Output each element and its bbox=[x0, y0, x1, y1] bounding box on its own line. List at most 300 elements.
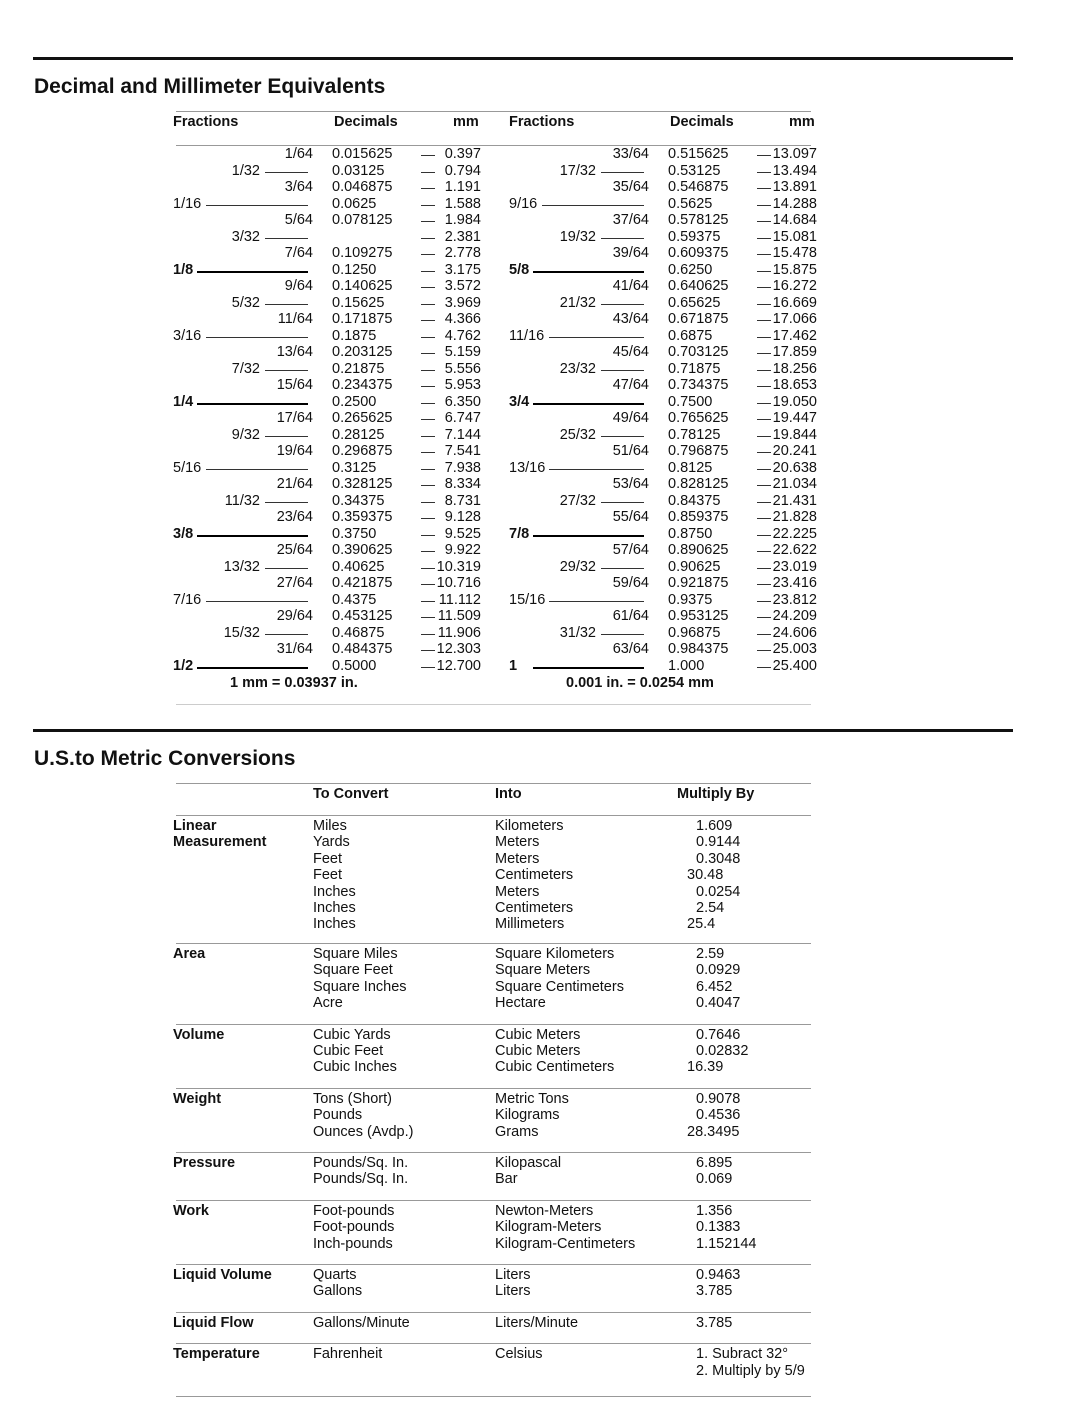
table-row bbox=[173, 542, 483, 559]
leader-line bbox=[757, 535, 771, 536]
multiply-by-value: 2. Multiply by 5/9 bbox=[696, 1362, 805, 1379]
header-multiply-by: Multiply By bbox=[677, 786, 755, 802]
leader-line bbox=[757, 551, 771, 552]
leader-line bbox=[542, 205, 644, 206]
into-unit: Hectare bbox=[495, 995, 546, 1012]
section-divider bbox=[33, 729, 1013, 732]
millimeters: 5.953 bbox=[444, 377, 481, 393]
decimal: 0.171875 bbox=[332, 311, 393, 327]
leader-line bbox=[421, 287, 435, 288]
divider bbox=[176, 1088, 811, 1089]
decimal: 0.453125 bbox=[332, 608, 393, 624]
into-unit: Meters bbox=[495, 834, 540, 851]
divider bbox=[176, 1343, 811, 1344]
fraction: 5/8 bbox=[509, 261, 530, 278]
leader-line bbox=[206, 337, 308, 338]
to-convert-unit: Quarts bbox=[313, 1267, 357, 1283]
to-convert-unit: Foot-pounds bbox=[313, 1219, 395, 1236]
group-label: Weight bbox=[173, 1090, 222, 1107]
decimal: 0.015625 bbox=[332, 146, 393, 162]
decimal: 0.5625 bbox=[668, 195, 713, 212]
leader-line bbox=[421, 469, 435, 470]
millimeters: 14.684 bbox=[772, 212, 817, 228]
decimal: 0.890625 bbox=[668, 542, 729, 558]
decimal: 0.734375 bbox=[668, 377, 729, 393]
fraction: 45/64 bbox=[612, 344, 649, 360]
leader-line bbox=[533, 271, 644, 273]
decimal: 0.90625 bbox=[668, 558, 721, 575]
leader-line bbox=[421, 188, 435, 189]
decimal: 0.671875 bbox=[668, 311, 729, 327]
leader-line bbox=[757, 502, 771, 503]
leader-line bbox=[421, 634, 435, 635]
fraction: 39/64 bbox=[612, 245, 649, 261]
decimal: 0.109275 bbox=[332, 245, 393, 261]
table-row bbox=[509, 212, 819, 229]
leader-line bbox=[421, 551, 435, 552]
fraction: 23/32 bbox=[559, 360, 596, 377]
fraction: 13/64 bbox=[276, 344, 313, 360]
table-row bbox=[509, 493, 819, 510]
leader-line bbox=[757, 436, 771, 437]
fraction: 17/64 bbox=[276, 410, 313, 426]
decimal: 0.34375 bbox=[332, 492, 385, 509]
decimal: 0.703125 bbox=[668, 344, 729, 360]
fraction: 5/64 bbox=[284, 212, 313, 228]
multiply-by-value: 16.39 bbox=[687, 1059, 724, 1076]
leader-line bbox=[421, 667, 435, 668]
fraction: 59/64 bbox=[612, 575, 649, 591]
group-label: Temperature bbox=[173, 1346, 260, 1363]
leader-line bbox=[265, 238, 308, 239]
table-row bbox=[173, 559, 483, 576]
fraction: 15/64 bbox=[276, 377, 313, 393]
leader-line bbox=[421, 271, 435, 272]
fraction: 11/16 bbox=[509, 327, 545, 344]
leader-line bbox=[757, 238, 771, 239]
leader-line bbox=[601, 172, 644, 173]
leader-line bbox=[757, 172, 771, 173]
fraction: 13/16 bbox=[509, 459, 546, 476]
into-unit: Kilograms bbox=[495, 1107, 560, 1124]
leader-line bbox=[265, 634, 308, 635]
decimal: 0.1250 bbox=[332, 261, 377, 278]
decimal: 0.265625 bbox=[332, 410, 393, 426]
into-unit: Kilopascal bbox=[495, 1155, 562, 1171]
to-convert-unit: Tons (Short) bbox=[313, 1090, 392, 1107]
fraction: 7/8 bbox=[509, 525, 530, 542]
table-row bbox=[509, 146, 819, 163]
multiply-by-value: 0.9463 bbox=[696, 1267, 741, 1283]
fraction: 25/64 bbox=[276, 542, 313, 558]
table-row bbox=[173, 311, 483, 328]
multiply-by-value: 2.54 bbox=[696, 900, 725, 916]
millimeters: 5.556 bbox=[444, 360, 481, 377]
group-label: Liquid Volume bbox=[173, 1267, 272, 1283]
millimeters: 21.034 bbox=[772, 476, 817, 492]
table-row bbox=[173, 245, 483, 262]
conversion-section-title: U.S.to Metric Conversions bbox=[34, 747, 296, 770]
to-convert-unit: Inches bbox=[313, 883, 356, 900]
millimeters: 22.622 bbox=[772, 542, 817, 558]
to-convert-unit: Pounds/Sq. In. bbox=[313, 1171, 409, 1188]
leader-line bbox=[421, 436, 435, 437]
decimal: 0.609375 bbox=[668, 245, 729, 261]
into-unit: Liters bbox=[495, 1283, 531, 1300]
decimal: 0.7500 bbox=[668, 393, 713, 410]
leader-line bbox=[265, 304, 308, 305]
millimeters: 11.112 bbox=[438, 591, 481, 608]
leader-line bbox=[757, 584, 771, 585]
decimal: 1.000 bbox=[668, 657, 705, 674]
table-row bbox=[509, 163, 819, 180]
header-fractions: Fractions bbox=[509, 114, 575, 130]
to-convert-unit: Inches bbox=[313, 900, 356, 916]
fraction: 37/64 bbox=[612, 212, 649, 228]
table-row bbox=[509, 575, 819, 592]
decimal: 0.40625 bbox=[332, 558, 385, 575]
to-convert-unit: Fahrenheit bbox=[313, 1346, 383, 1363]
multiply-by-value: 3.785 bbox=[696, 1314, 733, 1331]
table-row bbox=[173, 179, 483, 196]
table-row bbox=[173, 658, 483, 675]
millimeters: 6.350 bbox=[444, 393, 481, 410]
to-convert-unit: Cubic Yards bbox=[313, 1026, 391, 1043]
millimeters: 9.525 bbox=[444, 525, 481, 542]
into-unit: Celsius bbox=[495, 1346, 543, 1363]
multiply-by-value: 25.4 bbox=[687, 916, 716, 933]
millimeters: 15.875 bbox=[772, 261, 817, 278]
divider bbox=[176, 1024, 811, 1025]
into-unit: Grams bbox=[495, 1123, 539, 1140]
table-row bbox=[173, 443, 483, 460]
millimeters: 0.397 bbox=[444, 146, 481, 162]
table-row bbox=[509, 344, 819, 361]
decimal: 0.3750 bbox=[332, 525, 377, 542]
fraction: 33/64 bbox=[612, 146, 649, 162]
decimal: 0.140625 bbox=[332, 278, 393, 294]
decimal: 0.921875 bbox=[668, 575, 729, 591]
leader-line bbox=[421, 568, 435, 569]
table-row bbox=[509, 328, 819, 345]
group-label: Linear Measurement bbox=[173, 818, 267, 851]
decimal: 0.4375 bbox=[332, 591, 377, 608]
millimeters: 16.272 bbox=[772, 278, 817, 294]
decimal: 0.390625 bbox=[332, 542, 393, 558]
millimeters: 15.081 bbox=[772, 228, 817, 245]
decimal: 0.296875 bbox=[332, 443, 393, 459]
to-convert-unit: Gallons/Minute bbox=[313, 1314, 410, 1331]
header-fractions: Fractions bbox=[173, 114, 239, 130]
fraction: 5/32 bbox=[231, 294, 260, 311]
millimeters: 18.256 bbox=[772, 360, 817, 377]
fraction: 47/64 bbox=[612, 377, 649, 393]
leader-line bbox=[421, 617, 435, 618]
millimeters: 12.700 bbox=[436, 657, 481, 674]
decimal: 0.0625 bbox=[332, 195, 377, 212]
millimeters: 11.509 bbox=[437, 608, 481, 624]
millimeters: 23.019 bbox=[772, 558, 817, 575]
millimeters: 7.938 bbox=[444, 459, 481, 476]
fraction: 53/64 bbox=[612, 476, 649, 492]
multiply-by-value: 6.452 bbox=[696, 978, 733, 995]
decimal: 0.78125 bbox=[668, 426, 721, 443]
fraction: 1/64 bbox=[284, 146, 313, 162]
group-label: Area bbox=[173, 946, 206, 962]
leader-line bbox=[601, 304, 644, 305]
millimeters: 12.303 bbox=[436, 641, 481, 657]
table-row bbox=[509, 559, 819, 576]
leader-line bbox=[421, 403, 435, 404]
leader-line bbox=[757, 650, 771, 651]
fraction: 21/32 bbox=[559, 294, 596, 311]
to-convert-unit: Square Inches bbox=[313, 978, 407, 995]
table-row bbox=[173, 295, 483, 312]
decimal: 0.546875 bbox=[668, 179, 729, 195]
fraction: 1/16 bbox=[173, 195, 202, 212]
leader-line bbox=[533, 667, 644, 669]
to-convert-unit: Yards bbox=[313, 834, 350, 851]
millimeters: 20.638 bbox=[772, 459, 817, 476]
leader-line bbox=[601, 370, 644, 371]
table-row bbox=[509, 592, 819, 609]
leader-line bbox=[421, 535, 435, 536]
right-footer-note: 0.001 in. = 0.0254 mm bbox=[566, 675, 714, 691]
table-row bbox=[509, 460, 819, 477]
decimal: 0.1875 bbox=[332, 327, 377, 344]
into-unit: Square Kilometers bbox=[495, 946, 615, 962]
leader-line bbox=[421, 502, 435, 503]
table-row bbox=[173, 410, 483, 427]
leader-line bbox=[757, 155, 771, 156]
leader-line bbox=[757, 568, 771, 569]
fraction: 57/64 bbox=[612, 542, 649, 558]
decimal: 0.640625 bbox=[668, 278, 729, 294]
into-unit: Kilogram-Centimeters bbox=[495, 1235, 636, 1252]
fraction: 3/64 bbox=[284, 179, 313, 195]
table-row bbox=[173, 493, 483, 510]
decimal: 0.3125 bbox=[332, 459, 377, 476]
fraction: 3/16 bbox=[173, 327, 202, 344]
leader-line bbox=[533, 535, 644, 537]
leader-line bbox=[549, 601, 644, 602]
millimeters: 23.416 bbox=[772, 575, 817, 591]
header-decimals: Decimals bbox=[670, 114, 734, 130]
table-row bbox=[173, 509, 483, 526]
table-row bbox=[173, 344, 483, 361]
table-row bbox=[509, 625, 819, 642]
millimeters: 20.241 bbox=[772, 443, 817, 459]
leader-line bbox=[757, 188, 771, 189]
millimeters: 9.922 bbox=[444, 542, 481, 558]
table-row bbox=[173, 196, 483, 213]
decimal: 0.484375 bbox=[332, 641, 393, 657]
table-row bbox=[509, 394, 819, 411]
table-row bbox=[509, 476, 819, 493]
into-unit: Cubic Meters bbox=[495, 1026, 581, 1043]
leader-line bbox=[421, 601, 435, 602]
group-label: Work bbox=[173, 1202, 209, 1219]
decimal: 0.21875 bbox=[332, 360, 385, 377]
fraction: 27/64 bbox=[276, 575, 313, 591]
leader-line bbox=[265, 502, 308, 503]
to-convert-unit: Cubic Inches bbox=[313, 1059, 397, 1076]
leader-line bbox=[197, 667, 308, 669]
divider bbox=[176, 1152, 811, 1153]
into-unit: Centimeters bbox=[495, 900, 574, 916]
decimal: 0.765625 bbox=[668, 410, 729, 426]
millimeters: 6.747 bbox=[444, 410, 481, 426]
decimal: 0.96875 bbox=[668, 624, 721, 641]
leader-line bbox=[757, 386, 771, 387]
multiply-by-value: 0.4047 bbox=[696, 995, 741, 1012]
table-row bbox=[173, 262, 483, 279]
header-decimals: Decimals bbox=[334, 114, 398, 130]
decimal: 0.359375 bbox=[332, 509, 393, 525]
leader-line bbox=[757, 403, 771, 404]
decimal: 0.828125 bbox=[668, 476, 729, 492]
millimeters: 1.588 bbox=[444, 195, 481, 212]
multiply-by-value: 0.9144 bbox=[696, 834, 741, 851]
leader-line bbox=[757, 452, 771, 453]
millimeters: 3.175 bbox=[444, 261, 481, 278]
into-unit: Kilogram-Meters bbox=[495, 1219, 602, 1236]
leader-line bbox=[601, 634, 644, 635]
multiply-by-value: 1.356 bbox=[696, 1202, 733, 1219]
leader-line bbox=[757, 287, 771, 288]
divider bbox=[176, 943, 811, 944]
to-convert-unit: Feet bbox=[313, 850, 343, 867]
fraction: 7/16 bbox=[173, 591, 202, 608]
decimal: 0.421875 bbox=[332, 575, 393, 591]
divider bbox=[176, 783, 811, 784]
leader-line bbox=[757, 221, 771, 222]
fraction: 25/32 bbox=[559, 426, 596, 443]
leader-line bbox=[197, 271, 308, 273]
leader-line bbox=[421, 650, 435, 651]
leader-line bbox=[421, 584, 435, 585]
table-row bbox=[509, 229, 819, 246]
leader-line bbox=[757, 304, 771, 305]
leader-line bbox=[757, 337, 771, 338]
fraction: 5/16 bbox=[173, 459, 202, 476]
fraction: 15/16 bbox=[509, 591, 546, 608]
leader-line bbox=[757, 667, 771, 668]
multiply-by-value: 6.895 bbox=[696, 1155, 733, 1171]
leader-line bbox=[757, 254, 771, 255]
fraction: 35/64 bbox=[612, 179, 649, 195]
decimal: 0.8125 bbox=[668, 459, 713, 476]
millimeters: 17.066 bbox=[772, 311, 817, 327]
decimal-section-title: Decimal and Millimeter Equivalents bbox=[34, 75, 386, 98]
to-convert-unit: Square Miles bbox=[313, 946, 398, 962]
into-unit: Liters bbox=[495, 1267, 531, 1283]
table-row bbox=[509, 509, 819, 526]
millimeters: 22.225 bbox=[772, 525, 817, 542]
millimeters: 21.431 bbox=[772, 492, 817, 509]
millimeters: 5.159 bbox=[444, 344, 481, 360]
fraction: 11/64 bbox=[277, 311, 313, 327]
table-row bbox=[509, 641, 819, 658]
to-convert-unit: Pounds bbox=[313, 1107, 363, 1124]
to-convert-unit: Cubic Feet bbox=[313, 1042, 384, 1059]
millimeters: 15.478 bbox=[772, 245, 817, 261]
leader-line bbox=[206, 205, 308, 206]
millimeters: 0.794 bbox=[444, 162, 481, 179]
decimal: 0.984375 bbox=[668, 641, 729, 657]
leader-line bbox=[549, 469, 644, 470]
millimeters: 7.541 bbox=[444, 443, 481, 459]
millimeters: 16.669 bbox=[772, 294, 817, 311]
table-row bbox=[173, 328, 483, 345]
leader-line bbox=[421, 172, 435, 173]
fraction: 3/32 bbox=[231, 228, 260, 245]
fraction: 21/64 bbox=[276, 476, 313, 492]
leader-line bbox=[757, 634, 771, 635]
decimal: 0.28125 bbox=[332, 426, 385, 443]
section-divider bbox=[33, 57, 1013, 60]
fraction: 55/64 bbox=[612, 509, 649, 525]
table-row bbox=[173, 476, 483, 493]
into-unit: Cubic Meters bbox=[495, 1042, 581, 1059]
leader-line bbox=[757, 320, 771, 321]
table-row bbox=[509, 427, 819, 444]
decimal: 0.46875 bbox=[332, 624, 385, 641]
table-row bbox=[509, 410, 819, 427]
leader-line bbox=[421, 419, 435, 420]
multiply-by-value: 3.785 bbox=[696, 1283, 733, 1300]
millimeters: 7.144 bbox=[444, 426, 481, 443]
table-row bbox=[509, 377, 819, 394]
millimeters: 24.606 bbox=[772, 624, 817, 641]
leader-line bbox=[757, 518, 771, 519]
to-convert-unit: Feet bbox=[313, 867, 343, 884]
millimeters: 10.716 bbox=[436, 575, 481, 591]
into-unit: Square Meters bbox=[495, 962, 591, 979]
decimal: 0.71875 bbox=[668, 360, 721, 377]
leader-line bbox=[265, 370, 308, 371]
table-row bbox=[173, 641, 483, 658]
leader-line bbox=[421, 485, 435, 486]
table-row bbox=[173, 377, 483, 394]
leader-line bbox=[265, 568, 308, 569]
table-row bbox=[173, 212, 483, 229]
fraction: 61/64 bbox=[612, 608, 649, 624]
into-unit: Liters/Minute bbox=[495, 1314, 579, 1331]
fraction: 29/32 bbox=[559, 558, 596, 575]
leader-line bbox=[757, 419, 771, 420]
decimal: 0.515625 bbox=[668, 146, 729, 162]
table-row bbox=[509, 262, 819, 279]
fraction: 43/64 bbox=[612, 311, 649, 327]
leader-line bbox=[549, 337, 644, 338]
divider bbox=[176, 815, 811, 816]
leader-line bbox=[757, 353, 771, 354]
into-unit: Cubic Centimeters bbox=[495, 1059, 615, 1076]
group-label: Liquid Flow bbox=[173, 1314, 254, 1331]
fraction: 29/64 bbox=[276, 608, 313, 624]
table-row bbox=[173, 608, 483, 625]
table-row bbox=[509, 443, 819, 460]
leader-line bbox=[421, 370, 435, 371]
millimeters: 4.366 bbox=[444, 311, 481, 327]
into-unit: Kilometers bbox=[495, 818, 564, 834]
millimeters: 13.097 bbox=[772, 146, 817, 162]
divider bbox=[176, 111, 811, 112]
leader-line bbox=[601, 568, 644, 569]
decimal: 0.84375 bbox=[668, 492, 721, 509]
table-row bbox=[509, 196, 819, 213]
